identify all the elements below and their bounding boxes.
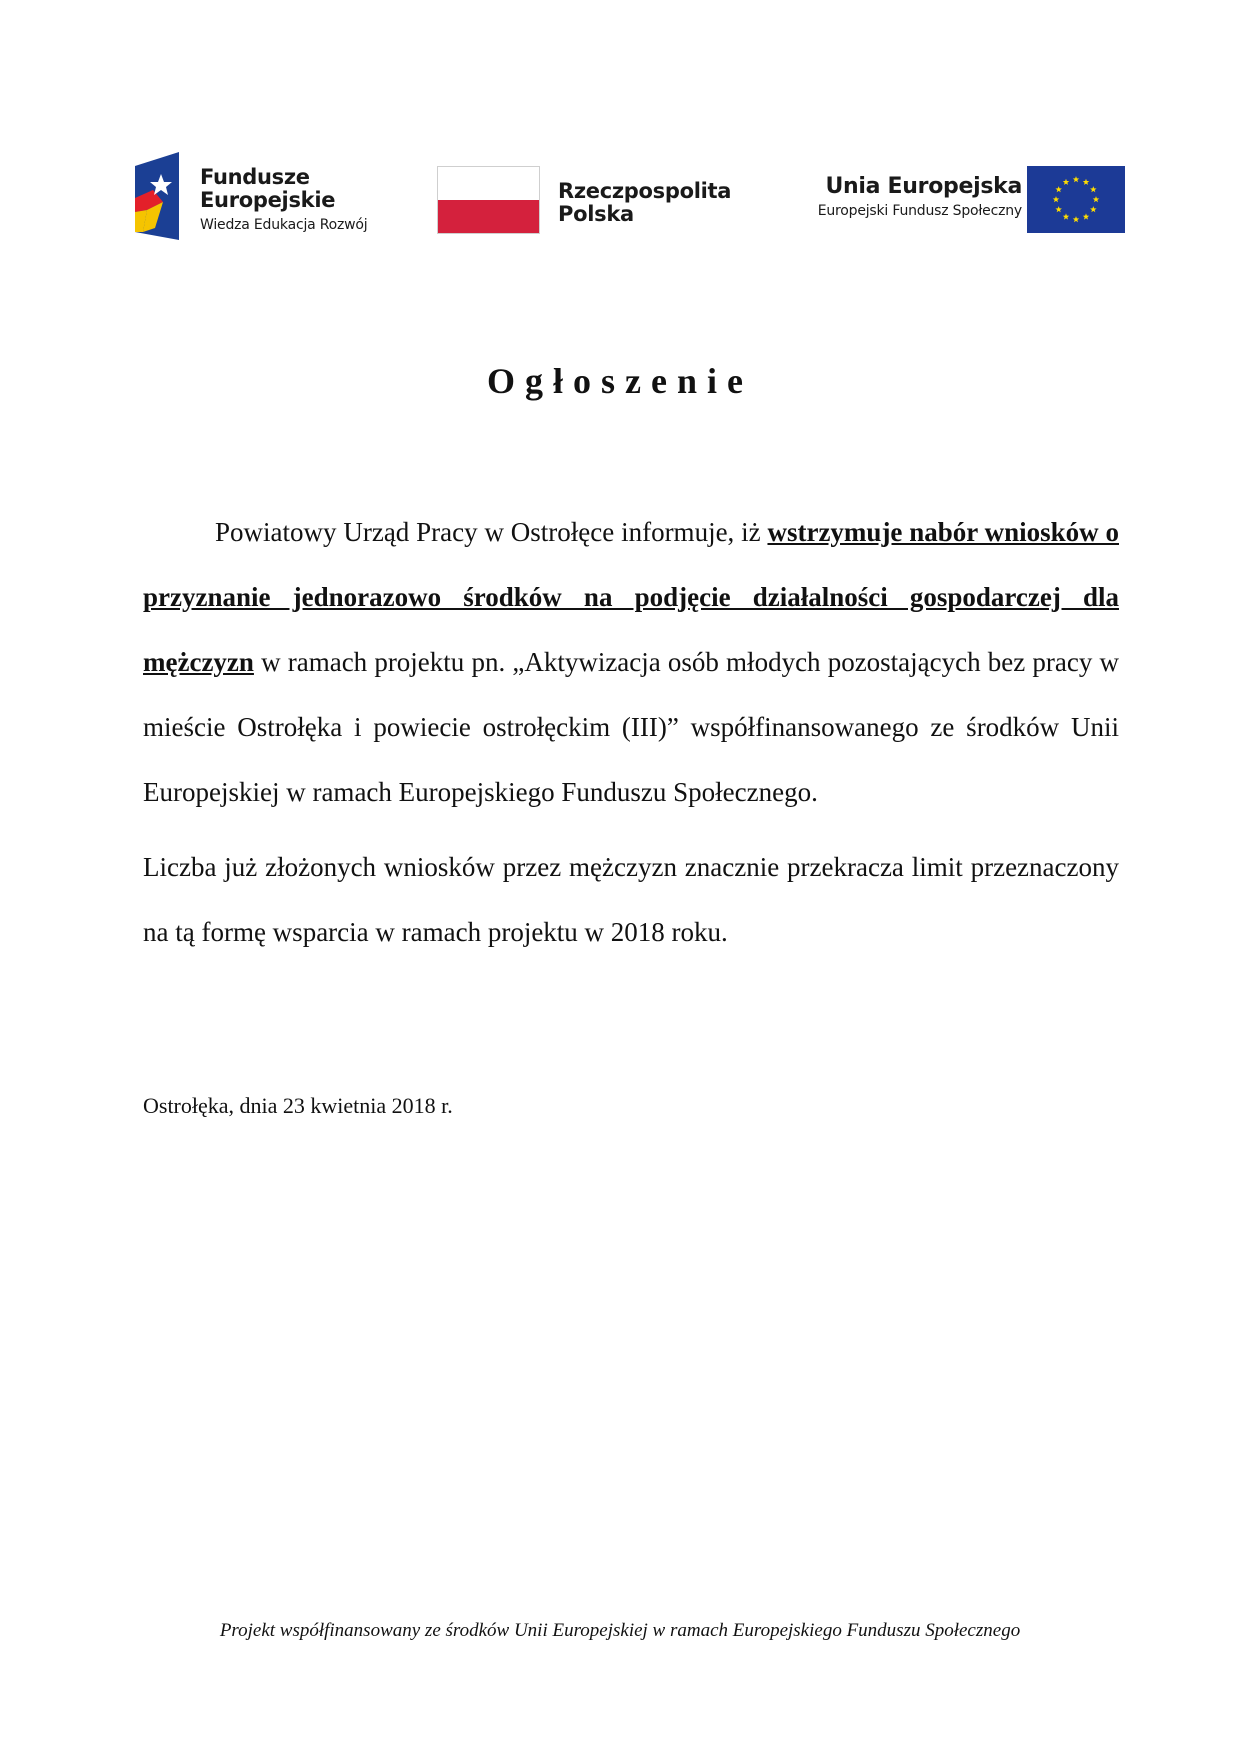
footer-note: Projekt współfinansowany ze środków Unii Europejskiej w ramach Europejskiego Funduszu Społecznego	[219, 1620, 1021, 1641]
fundusze-europejskie-text	[200, 166, 367, 236]
fe-line1: Fundusze	[200, 165, 310, 189]
date-line: Ostrołęka, dnia 23 kwietnia 2018 r.	[143, 1093, 453, 1118]
eu-flag-icon	[1027, 166, 1125, 233]
announcement-paragraph-1	[143, 500, 1119, 825]
ue-line1: Unia Europejska	[825, 174, 1022, 199]
unia-europejska-logo	[785, 166, 1125, 236]
fe-line2: Europejskie	[200, 188, 336, 212]
paragraph-1-start: Powiatowy Urząd Pracy w Ostrołęce informuje, iż	[215, 517, 768, 547]
rzeczpospolita-polska-logo	[437, 166, 737, 236]
rzeczpospolita-text	[558, 180, 731, 226]
fundusze-europejskie-emblem	[135, 152, 179, 240]
logo-bar	[0, 150, 1240, 245]
announcement-body	[143, 500, 1119, 965]
page-title: Ogłoszenie	[487, 361, 753, 401]
ue-line2: Europejski Fundusz Społeczny	[817, 203, 1022, 219]
unia-europejska-text	[818, 174, 1022, 222]
rp-line2: Polska	[558, 202, 634, 226]
fe-tagline: Wiedza Edukacja Rozwój	[200, 217, 368, 233]
rp-line1: Rzeczpospolita	[558, 179, 732, 203]
announcement-paragraph-2: Liczba już złożonych wniosków przez mężczyzn znacznie przekracza limit przeznaczony na tą formę wsparcia w ramach projektu w 2018 roku.	[143, 852, 1119, 947]
paragraph-1-highlight: wstrzymuje nabór wniosków o przyznanie jednorazowo środków na podjęcie działalności gospodarczej dla mężczyzn	[143, 517, 1119, 677]
polish-flag-icon	[437, 166, 540, 234]
fundusze-europejskie-logo	[135, 152, 385, 242]
paragraph-1-end: w ramach projektu pn. „Aktywizacja osób młodych pozostających bez pracy w mieście Ostrołęka i powiecie ostrołęckim (III)” współfinansowanego ze środków Unii Europejskiej w ramach Europejskiego Funduszu Społecznego.	[143, 647, 1119, 807]
